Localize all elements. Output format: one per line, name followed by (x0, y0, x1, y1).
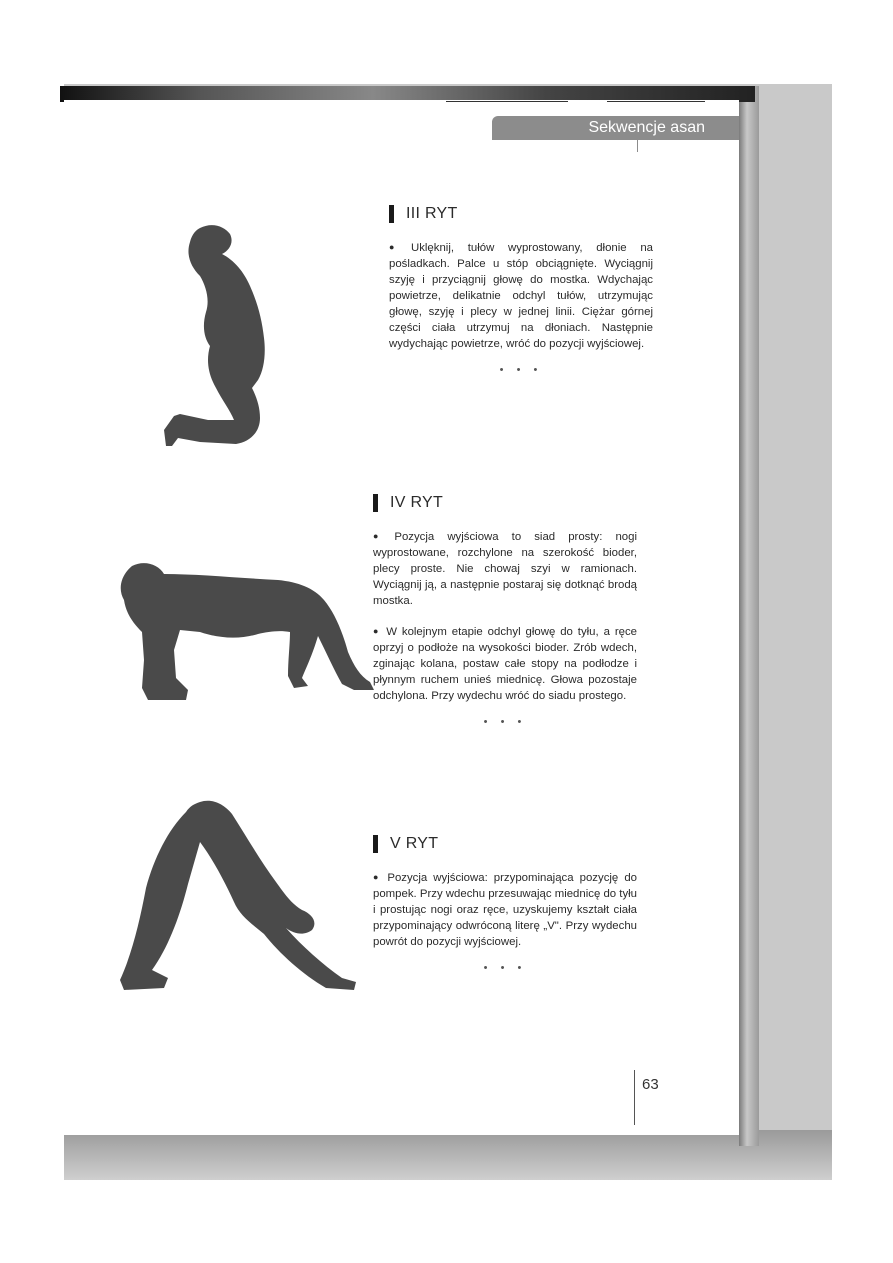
chapter-title: Sekwencje asan (588, 119, 705, 136)
chapter-header-tab (492, 116, 739, 140)
section-paragraph: ● W kolejnym etapie odchyl głowę do tyłu, a ręce oprzyj o podłoże na wysokości bioder. Zrób wdech, zginając kolana, postaw całe stopy na podłodze i płynnym ruchem unieś miednicę. Głowa pozostaje odchylona. Przy wydechu wróć do siadu prostego. (373, 626, 638, 702)
section-v-ryt (373, 835, 637, 974)
tabletop-pose-figure (108, 560, 376, 710)
bullet-icon: ● (373, 531, 389, 541)
heading-bar-marker (373, 835, 378, 853)
section-title: III RYT (406, 205, 458, 222)
section-separator: • • • (483, 716, 527, 728)
bullet-icon: ● (373, 872, 382, 882)
section-heading (373, 494, 637, 512)
section-iv-ryt (373, 494, 637, 728)
top-rule-right (607, 101, 705, 102)
header-tick (637, 140, 638, 152)
section-title: V RYT (390, 835, 439, 852)
scan-bottom-edge (64, 1130, 832, 1180)
section-paragraph: ● Pozycja wyjściowa to siad prosty: nogi wyprostowane, rozchylone na szerokość bioder, plecy proste. Nie chowaj szyi w ramionach. Wyciągnij ją, a następnie postaraj się dotknąć brodą mostka. (373, 531, 638, 607)
section-separator: • • • (483, 962, 527, 974)
section-heading (373, 835, 637, 853)
section-title: IV RYT (390, 494, 444, 511)
bullet-icon: ● (373, 626, 381, 636)
camel-pose-figure (160, 220, 280, 452)
page-number: 63 (642, 1076, 659, 1093)
heading-bar-marker (373, 494, 378, 512)
downward-dog-figure (116, 798, 364, 998)
section-iii-ryt (389, 205, 653, 376)
bullet-icon: ● (389, 242, 405, 252)
section-heading (389, 205, 653, 223)
section-separator: • • • (499, 364, 543, 376)
page-edge-shadow (739, 86, 759, 1146)
footer-rule (634, 1070, 635, 1125)
top-rule-left (446, 101, 568, 102)
heading-bar-marker (389, 205, 394, 223)
section-paragraph: ● Uklęknij, tułów wyprostowany, dłonie na pośladkach. Palce u stóp obciągnięte. Wyciągnij szyję i przyciągnij głowę do mostka. Wdychając powietrze, delikatnie odchyl tułów, utrzymując głowę, szyję i plecy w jednej linii. Ciężar górnej części ciała utrzymuj na dłoniach. Następnie wydychając powietrze, wróć do pozycji wyjściowej. (389, 242, 653, 350)
section-paragraph: ● Pozycja wyjściowa: przypominająca pozycję do pompek. Przy wdechu przesuwając miednicę do tyłu i prostując nogi oraz ręce, uzyskujemy kształt ciała przypominający odwróconą literę „V". Przy wydechu powrót do pozycji wyjściowej. (373, 872, 638, 948)
